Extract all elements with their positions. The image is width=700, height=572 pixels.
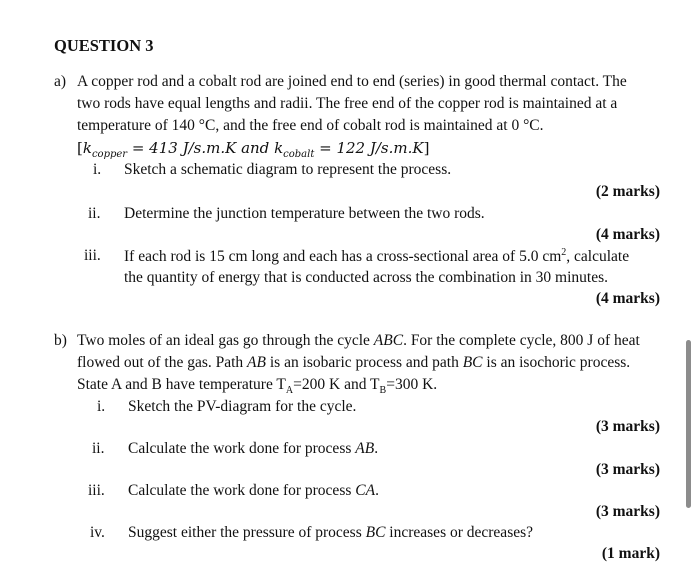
vertical-scrollbar[interactable] bbox=[686, 340, 691, 508]
a-item-i-marks: (2 marks) bbox=[595, 183, 660, 200]
b-item-iii-marks: (3 marks) bbox=[595, 503, 660, 520]
a-item-ii-text: Determine the junction temperature between the two rods. bbox=[124, 205, 485, 222]
part-a-line-2: two rods have equal lengths and radii. The free end of the copper rod is maintained at a bbox=[77, 95, 618, 112]
part-a-line-3: temperature of 140 °C, and the free end of cobalt rod is maintained at 0 °C. bbox=[77, 117, 544, 134]
a-item-iii-line-2: the quantity of energy that is conducted across the combination in 30 minutes. bbox=[124, 269, 608, 286]
b-item-iv-text: Suggest either the pressure of process BC increases or decreases? bbox=[128, 524, 534, 541]
part-b-line-3: State A and B have temperature $T_A=200$ K and $T_B=300$ K. bbox=[77, 376, 438, 397]
a-item-ii-marks: (4 marks) bbox=[595, 226, 660, 243]
a-item-iii-line-1: If each rod is 15 cm long and each has a cross-sectional area of 5.0 $cm^2$, calculate bbox=[124, 247, 630, 266]
b-item-i-marks: (3 marks) bbox=[595, 418, 660, 435]
b-item-ii-text: Calculate the work done for process AB. bbox=[128, 440, 379, 457]
b-item-iii-text: Calculate the work done for process CA. bbox=[128, 482, 379, 499]
a-item-iii-num: iii. bbox=[84, 247, 101, 264]
b-item-iv-marks: (1 mark) bbox=[601, 545, 660, 562]
b-item-i-text: Sketch the PV-diagram for the cycle. bbox=[128, 398, 357, 415]
a-item-ii-num: ii. bbox=[88, 205, 101, 222]
b-item-ii-marks: (3 marks) bbox=[595, 461, 660, 478]
b-item-ii-num: ii. bbox=[92, 440, 105, 457]
part-a-label: a) bbox=[54, 73, 67, 90]
part-b-line-1: Two moles of an ideal gas go through the cycle ABC. For the complete cycle, 800 J of heat bbox=[77, 332, 640, 349]
part-a-line-1: A copper rod and a cobalt rod are joined end to end (series) in good thermal contact. The bbox=[77, 73, 627, 90]
a-item-iii-marks: (4 marks) bbox=[595, 290, 660, 307]
b-item-i-num: i. bbox=[97, 398, 106, 415]
part-b-label: b) bbox=[54, 332, 67, 349]
b-item-iv-num: iv. bbox=[90, 524, 105, 541]
conductivity-formula: [$k_{copper} = 413$ J/s.m.K and $k_{cobalt} = 122$ J/s.m.K] bbox=[77, 139, 430, 160]
part-b-line-2: flowed out of the gas. Path AB is an isobaric process and path BC is an isochoric process. bbox=[77, 354, 631, 371]
question-title: QUESTION 3 bbox=[54, 36, 154, 55]
a-item-i-text: Sketch a schematic diagram to represent the process. bbox=[124, 161, 452, 178]
a-item-i-num: i. bbox=[93, 161, 102, 178]
b-item-iii-num: iii. bbox=[88, 482, 105, 499]
